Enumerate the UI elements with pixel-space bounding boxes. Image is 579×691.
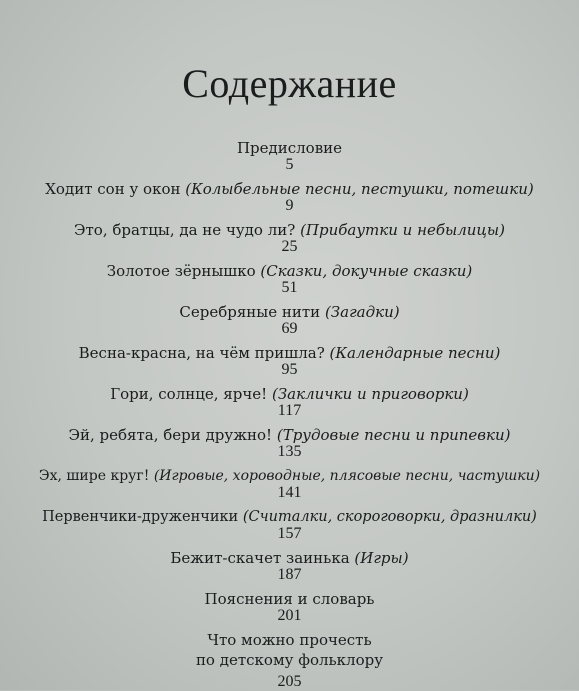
page-title: Содержание [182,61,397,106]
entry-subtitle: (Игровые, хороводные, плясовые песни, частушки) [153,468,541,484]
entry-title: Первенчики-друженчики [42,509,243,525]
toc-entry[interactable] [0,384,579,420]
toc-entry[interactable] [0,220,579,256]
page-number: 117 [277,402,302,419]
entry-title: Серебряные нити [179,303,325,321]
toc-entry[interactable] [0,630,579,691]
entry-title: Предисловие [236,139,343,157]
page-number: 135 [277,443,302,460]
entry-subtitle: (Календарные песни) [329,344,501,362]
entry-title: Бежит-скачет заинька [170,549,355,567]
toc-entry[interactable] [0,425,579,461]
entry-title: Эх, шире круг! [38,468,154,484]
page-number: 187 [277,566,302,583]
entry-subtitle: (Колыбельные песни, пестушки, потешки) [185,180,534,198]
page-number: 141 [277,484,302,501]
page-number: 9 [285,197,294,214]
page-number: 51 [281,279,298,296]
entry-title: Что можно прочесть [207,631,372,649]
toc-entry[interactable] [0,507,579,543]
entry-title: Ходит сон у окон [45,180,186,198]
page-number: 69 [281,320,298,337]
toc-entry[interactable] [0,466,579,502]
entry-title: Золотое зёрнышко [106,262,261,280]
entry-title: Пояснения и словарь [204,590,375,608]
entry-title: Это, братцы, да не чудо ли? [74,221,301,239]
page-number: 205 [277,673,302,690]
entry-subtitle: (Трудовые песни и припевки) [276,426,511,444]
entry-title: Весна-красна, на чём пришла? [78,344,330,362]
page-number: 95 [281,361,298,378]
toc-entry[interactable] [0,138,579,174]
toc-entry[interactable] [0,179,579,215]
entry-title: Гори, солнце, ярче! [110,385,272,403]
page-number: 157 [277,525,302,542]
page-number: 25 [281,238,298,255]
entry-subtitle: (Прибаутки и небылицы) [300,221,505,239]
entry-subtitle: (Игры) [354,549,409,567]
page-number: 201 [277,607,302,624]
entry-subtitle: (Загадки) [324,303,400,321]
toc-entry[interactable] [0,343,579,379]
toc-entry[interactable] [0,261,579,297]
page-number: 5 [285,156,294,173]
toc-entry[interactable] [0,589,579,625]
entry-title: Эй, ребята, бери дружно! [68,426,277,444]
entry-subtitle: (Считалки, скороговорки, дразнилки) [242,509,537,525]
toc-entry[interactable] [0,302,579,338]
entry-subtitle: (Сказки, докучные сказки) [260,262,473,280]
toc-entry[interactable] [0,548,579,584]
entry-subtitle: (Заклички и приговорки) [271,385,469,403]
entry-title-continued: по детскому фольклору [195,651,384,669]
